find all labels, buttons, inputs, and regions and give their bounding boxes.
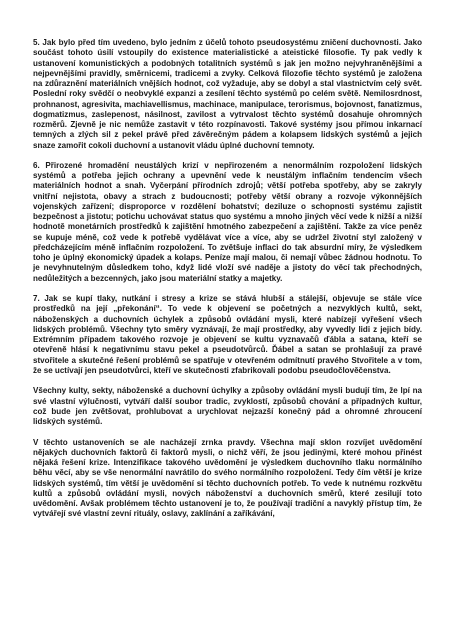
paragraph-truth: V těchto ustanoveních se ale nacházejí zrnka pravdy. Všechna mají sklon rozvíjet uvědomění nějakých duchovních faktorů či faktorů mysli, o nichž věří, že jsou jedinými, které mohou přinést nějaká řešení krize. Intenzifikace takového uvědomění je výsledkem duchovního tlaku normálního běhu věcí, aby se vše nenormální navrátilo do svého normálního rozpoložení. Tedy čím větší je krize lidských systémů, tím větší je uvědomění si těchto duchovních potřeb. To vede k nutnému rozkvětu kultů a způsobů ovládání mysli, nových náboženství a duchovních směrů, které zesilují toto uvědomění. Avšak problémem těchto ustanovení je to, že používají tradiční a navyklý přístup tím, že vytvářejí své vlastní zevní rituály, oslavy, zaklínání a zaříkávání, xyxy=(33,437,422,519)
paragraph-6: 6. Přirozené hromadění neustálých krizí v nepřirozeném a nenormálním rozpoložení lidských systémů a potřeba jejich ochrany a upevnění vede k neustálým inflačním tendencím všech materiálních hodnot a snah. Vyčerpání přírodních zdrojů; větší potřeba spotřeby, aby se zakryly vnitřní nejistota, obavy a strach z budoucnosti; potřeby větší obrany a rozvoje výkonnějších vojenských zařízení; disproporce v rozdělení bohatství; deziluze o schopnosti systému zajistit bezpečnost a jistotu; potichu uchovávat status quo systému a mnoho jiných věcí vede k nižší a nižší hodnotě monetárních prostředků k zajištění hmotného zabezpečení a zajištění. Takže za více peněz se kupuje méně, což vede k potřebě vydělávat více a více, aby se udržel životní styl založený v předcházejícím méně inflačním rozpoložení. To zvětšuje inflaci do tak absurdní míry, že výsledkem toho je úplný ekonomický úpadek a kolaps. Peníze mají malou, či nemají vůbec žádnou hodnotu. To je nevyhnutelným důsledkem toho, když lidé vloží své naděje a jistoty do věcí tak přechodných, nedůležitých a bezcenných, jako jsou materiální statky a majetky. xyxy=(33,160,422,283)
paragraph-cults: Všechny kulty, sekty, náboženské a duchovní úchylky a způsoby ovládání mysli budují tím, že lpí na své vlastní výlučnosti, vytváří další soubor tradic, zvyklostí, způsobů chování a případných kultur, což bude jen zvětšovat, prohlubovat a urychlovat nejzazší konečný pád a ohromné zhroucení lidských systémů. xyxy=(33,386,422,427)
paragraph-7: 7. Jak se kupí tlaky, nutkání i stresy a krize se stává hlubší a stálejší, objevuje se stále více prostředků na její „překonání“. To vede k objevení se početných a nezvyklých kultů, sekt, náboženských a duchovních úchylek a způsobů ovládání mysli, které nabízejí vyřešení všech lidských problémů. Všechny tyto směry vyznávají, že mají prostředky, aby vyvedly lidi z jejich bídy. Extrémním případem takového rozvoje je objevení se kultu vyznavačů ďábla a satana, kteří se otevřeně hlásí k negativnímu stavu pekel a pseudotvůrců. Ďábel a satan se prohlašují za pravé stvořitele a skutečné řešení problémů se spatřuje v otevřeném odmítnutí pravého Stvořitele a v tom, že se uctívají jen pseudotvůrci, kteří ve skutečnosti zfabrikovali podobu pseudočlověčenstva. xyxy=(33,294,422,375)
paragraph-5: 5. Jak bylo před tím uvedeno, bylo jedním z účelů tohoto pseudosystému zničení duchovnosti. Jako součást tohoto úsilí vstoupily do existence materialistické a ateistické filosofie. Ty pak vedly k ustanovení komunistických a podobných totalitních systémů s jak jen možno nejvyhraněnějšími a nejpevnějšími pravidly, směrnicemi, tradicemi a zvyky. Celková filozofie těchto systémů je založena na zdůraznění materiálních vnějších hodnot, což vyžaduje, aby se dobyl a stal vlastnictvím celý svět. Poslední roky svědčí o neobvyklé expanzi a zesílení těchto systémů po celém světě. Nemilosrdnost, prohnanost, agresivita, machiavellismus, machinace, manipulace, terorismus, bojovnost, fanatizmus, dogmatizmus, zaslepenost, násilnost, zavilost a vytrvalost těchto systémů dosahuje ohromných rozměrů. Zjevně je nic nemůže zastavit v této rozpínavosti. Takové systémy jsou přímou inkarnací temných a zlých sil z pekel právě před závěrečným pádem a kolapsem lidských systémů a jejich snaze zamořit cokoli duchovní a ustanovit vládu úplné duchovní temnoty. xyxy=(33,38,422,150)
